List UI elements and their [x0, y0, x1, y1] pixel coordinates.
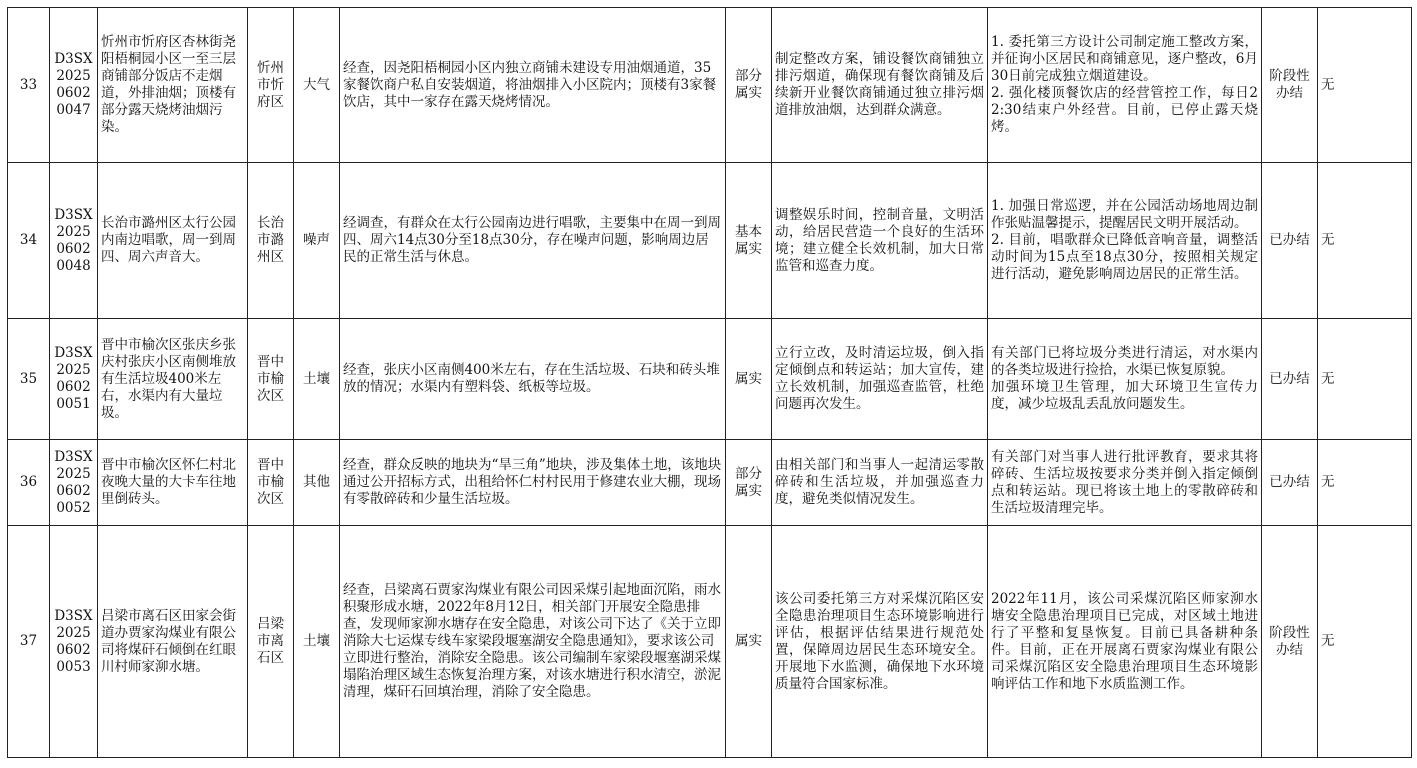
- complaint-code: D3SX202506020047: [50, 8, 98, 163]
- investigation-finding: 经查，因尧阳梧桐园小区内独立商铺未建设专用油烟通道，35家餐饮商户私自安装烟道，将油烟排入小区院内；顶楼有3家餐饮店，其中一家存在露天烧烤情况。: [340, 8, 726, 163]
- table-row: [8, 440, 1412, 526]
- handling-status: 已办结: [1262, 319, 1318, 440]
- complaint-code: D3SX202506020048: [50, 163, 98, 319]
- pollution-type: 噪声: [294, 163, 340, 319]
- pollution-type: 大气: [294, 8, 340, 163]
- table-row: [8, 163, 1412, 319]
- pollution-type: 土壤: [294, 319, 340, 440]
- rectification-progress: 有关部门已将垃圾分类进行清运，对水渠内的各类垃圾进行捡拾，水渠已恢复原貌。 加强环境卫生管理，加大环境卫生宣传力度，减少垃圾乱丢乱放问题发生。: [988, 319, 1262, 440]
- row-number: 36: [8, 440, 50, 526]
- verification-result: 基本属实: [726, 163, 772, 319]
- rectification-measures: 由相关部门和当事人一起清运零散碎砖和生活垃圾，并加强巡查力度，避免类似情况发生。: [772, 440, 988, 526]
- handling-status: 已办结: [1262, 163, 1318, 319]
- table-row: [8, 319, 1412, 440]
- row-number: 35: [8, 319, 50, 440]
- handling-status: 阶段性办结: [1262, 8, 1318, 163]
- table-row: [8, 526, 1412, 758]
- accountability: 无: [1318, 163, 1412, 319]
- complaint-issue: 吕梁市离石区田家会街道办贾家沟煤业有限公司将煤矸石倾倒在红眼川村师家泖水塘。: [98, 526, 248, 758]
- row-number: 34: [8, 163, 50, 319]
- rectification-progress: 1. 委托第三方设计公司制定施工整改方案，并征询小区居民和商铺意见，逐户整改，6月30日前完成独立烟道建设。 2. 强化楼顶餐饮店的经营管控工作，每日22:30结束户外经营。目前，已停止露天烧烤。: [988, 8, 1262, 163]
- rectification-measures: 制定整改方案，铺设餐饮商铺独立排污烟道，确保现有餐饮商铺及后续新开业餐饮商铺通过独立排污烟道排放油烟，达到群众满意。: [772, 8, 988, 163]
- region: 吕梁市离石区: [248, 526, 294, 758]
- row-number: 37: [8, 526, 50, 758]
- pollution-type: 土壤: [294, 526, 340, 758]
- accountability: 无: [1318, 319, 1412, 440]
- complaint-issue: 晋中市榆次区怀仁村北夜晚大量的大卡车往地里倒砖头。: [98, 440, 248, 526]
- handling-status: 已办结: [1262, 440, 1318, 526]
- handling-status: 阶段性办结: [1262, 526, 1318, 758]
- row-number: 33: [8, 8, 50, 163]
- region: 晋中市榆次区: [248, 319, 294, 440]
- investigation-finding: 经查，吕梁离石贾家沟煤业有限公司因采煤引起地面沉陷，雨水积聚形成水塘，2022年8月12日，相关部门开展安全隐患排查，发现师家泖水塘存在安全隐患，对该公司下达了《关于立即消除大七运煤专线车家梁段堰塞湖安全隐患通知》，要求该公司立即进行整治，消除安全隐患。该公司编制车家梁段堰塞湖采煤塌陷治理区域生态恢复治理方案，对该水塘进行积水清空，淤泥清理，煤矸石回填治理，消除了安全隐患。: [340, 526, 726, 758]
- rectification-progress: 1. 加强日常巡逻，并在公园活动场地周边制作张贴温馨提示，提醒居民文明开展活动。 2. 目前，唱歌群众已降低音响音量，调整活动时间为15点至18点30分，按照相关规定进行活动，避免影响周边居民的正常生活。: [988, 163, 1262, 319]
- accountability: 无: [1318, 526, 1412, 758]
- rectification-progress: 2022年11月，该公司采煤沉陷区师家泖水塘安全隐患治理项目已完成，对区域土地进行了平整和复垦恢复。目前已具备耕种条件。目前，正在开展离石贾家沟煤业有限公司采煤沉陷区安全隐患治理项目生态环境影响评估工作和地下水质监测工作。: [988, 526, 1262, 758]
- complaint-code: D3SX202506020053: [50, 526, 98, 758]
- investigation-finding: 经查，群众反映的地块为“旱三角”地块，涉及集体土地，该地块通过公开招标方式，出租给怀仁村村民用于修建农业大棚，现场有零散碎砖和少量生活垃圾。: [340, 440, 726, 526]
- complaint-issue: 长治市潞州区太行公园内南边唱歌，周一到周四、周六声音大。: [98, 163, 248, 319]
- investigation-finding: 经查，张庆小区南侧400米左右，存在生活垃圾、石块和砖头堆放的情况；水渠内有塑料袋、纸板等垃圾。: [340, 319, 726, 440]
- accountability: 无: [1318, 440, 1412, 526]
- table-row: [8, 8, 1412, 163]
- complaint-table: [7, 7, 1412, 758]
- investigation-finding: 经调查，有群众在太行公园南边进行唱歌，主要集中在周一到周四、周六14点30分至18点30分，存在噪声问题，影响周边居民的正常生活与休息。: [340, 163, 726, 319]
- pollution-type: 其他: [294, 440, 340, 526]
- complaint-code: D3SX202506020051: [50, 319, 98, 440]
- verification-result: 部分属实: [726, 440, 772, 526]
- rectification-progress: 有关部门对当事人进行批评教育，要求其将碎砖、生活垃圾按要求分类并倒入指定倾倒点和转运站。现已将该土地上的零散碎砖和生活垃圾清理完毕。: [988, 440, 1262, 526]
- accountability: 无: [1318, 8, 1412, 163]
- region: 忻州市忻府区: [248, 8, 294, 163]
- verification-result: 部分属实: [726, 8, 772, 163]
- rectification-measures: 该公司委托第三方对采煤沉陷区安全隐患治理项目生态环境影响进行评估，根据评估结果进行规范处置，保障周边居民生态环境安全。开展地下水监测，确保地下水环境质量符合国家标准。: [772, 526, 988, 758]
- rectification-measures: 立行立改，及时清运垃圾，倒入指定倾倒点和转运站；加大宣传，建立长效机制，加强巡查监管，杜绝问题再次发生。: [772, 319, 988, 440]
- complaint-issue: 忻州市忻府区杏林街尧阳梧桐园小区一至三层商铺部分饭店不走烟道，外排油烟；顶楼有部分露天烧烤油烟污染。: [98, 8, 248, 163]
- rectification-measures: 调整娱乐时间，控制音量，文明活动，给居民营造一个良好的生活环境；建立健全长效机制，加大日常监管和巡查力度。: [772, 163, 988, 319]
- verification-result: 属实: [726, 319, 772, 440]
- complaint-issue: 晋中市榆次区张庆乡张庆村张庆小区南侧堆放有生活垃圾400米左右，水渠内有大量垃圾。: [98, 319, 248, 440]
- region: 晋中市榆次区: [248, 440, 294, 526]
- verification-result: 属实: [726, 526, 772, 758]
- region: 长治市潞州区: [248, 163, 294, 319]
- complaint-code: D3SX202506020052: [50, 440, 98, 526]
